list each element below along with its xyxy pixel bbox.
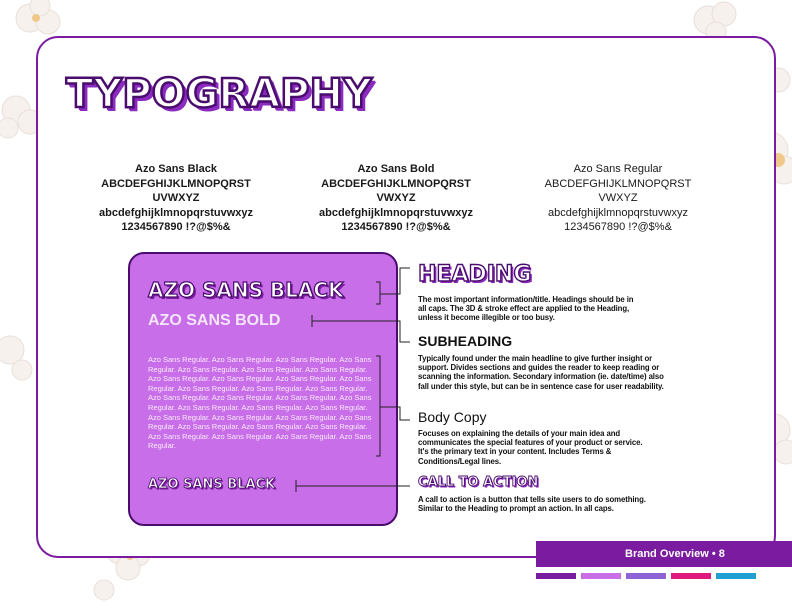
font-name: Azo Sans Bold xyxy=(357,163,435,175)
lowercase-row: abcdefghijklmnopqrstuvwxyz xyxy=(547,206,688,219)
sample-subheading: AZO SANS BOLD xyxy=(148,312,281,329)
lowercase-row: abcdefghijklmnopqrstuvwxyz xyxy=(98,206,254,219)
font-name: Azo Sans Regular xyxy=(573,163,663,175)
sample-call-to-action: AZO SANS BLACK xyxy=(148,477,276,492)
color-swatch-blue xyxy=(716,573,756,579)
color-swatch-magenta xyxy=(671,573,711,579)
page-title: TYPOGRAPHY xyxy=(66,71,372,117)
font-name: Azo Sans Black xyxy=(135,163,217,175)
sample-body-copy: Azo Sans Regular. Azo Sans Regular. Azo Sans Regular. Azo Sans Regular. Azo Sans Regular. Azo Sans Regular. Azo Sans Regular. Azo Sans Regular. Azo Sans Regular. Azo Sans Regular. Azo Sans Regular. Azo Sans Regular. Azo Sans Regular. Azo Sans Regular. Azo Sans Regular. Azo Sans Regular. Azo Sans Regular. Azo Sans Regular. Azo Sans Regular. Azo Sans Regular. Azo Sans Regular. Azo Sans Regular. Azo Sans Regular. Azo Sans Regular. Azo Sans Regular. Azo Sans Regular. Azo Sans Regular. Azo Sans Regular. Azo Sans Regular. Azo Sans Regular. Azo Sans Regular. Azo Sans Regular. xyxy=(148,355,372,451)
lowercase-row: abcdefghijklmnopqrstuvwxyz xyxy=(318,206,474,219)
digits-row: 1234567890 !?@$%& xyxy=(564,221,672,233)
color-swatch-violet xyxy=(626,573,666,579)
digits-row: 1234567890 !?@$%& xyxy=(121,221,231,233)
color-swatch-lilac xyxy=(581,573,621,579)
sample-heading: AZO SANS BLACK xyxy=(148,278,344,302)
uppercase-row: VWXYZ xyxy=(598,192,638,204)
uppercase-row: UVWXYZ xyxy=(152,192,200,204)
heading-style-title: HEADING xyxy=(418,262,532,287)
uppercase-row: ABCDEFGHIJKLMNOPQRST xyxy=(321,177,471,190)
uppercase-row: ABCDEFGHIJKLMNOPQRST xyxy=(544,177,692,190)
cta-style-description: A call to action is a button that tells site users to do something. Similar to the Heading to prompt an action. In all caps. xyxy=(418,495,646,514)
color-swatch-purple xyxy=(536,573,576,579)
subheading-style-description: Typically found under the main headline to give further insight or support. Divides sections and guides the reader to keep reading or scanning the information. Secondary information (ie. date/time) also fall under this style, but can be in sentence case for user readability. xyxy=(418,354,664,391)
uppercase-row: ABCDEFGHIJKLMNOPQRST xyxy=(101,177,251,190)
body-copy-style-description: Focuses on explaining the details of your main idea and communicates the special features of your product or service. It's the primary text in your content. Includes Terms & Conditions/Legal lines. xyxy=(418,429,643,466)
footer-page-label: Brand Overview • 8 xyxy=(536,541,792,567)
cta-style-title: CALL TO ACTION xyxy=(418,475,539,490)
body-copy-style-title: Body Copy xyxy=(418,409,487,425)
uppercase-row: VWXYZ xyxy=(376,192,416,204)
heading-style-description: The most important information/title. Headings should be in all caps. The 3D & stroke effect are applied to the Heading, unless it become illegible or too busy. xyxy=(418,295,634,323)
digits-row: 1234567890 !?@$%& xyxy=(341,221,451,233)
subheading-style-title: SUBHEADING xyxy=(418,333,513,349)
